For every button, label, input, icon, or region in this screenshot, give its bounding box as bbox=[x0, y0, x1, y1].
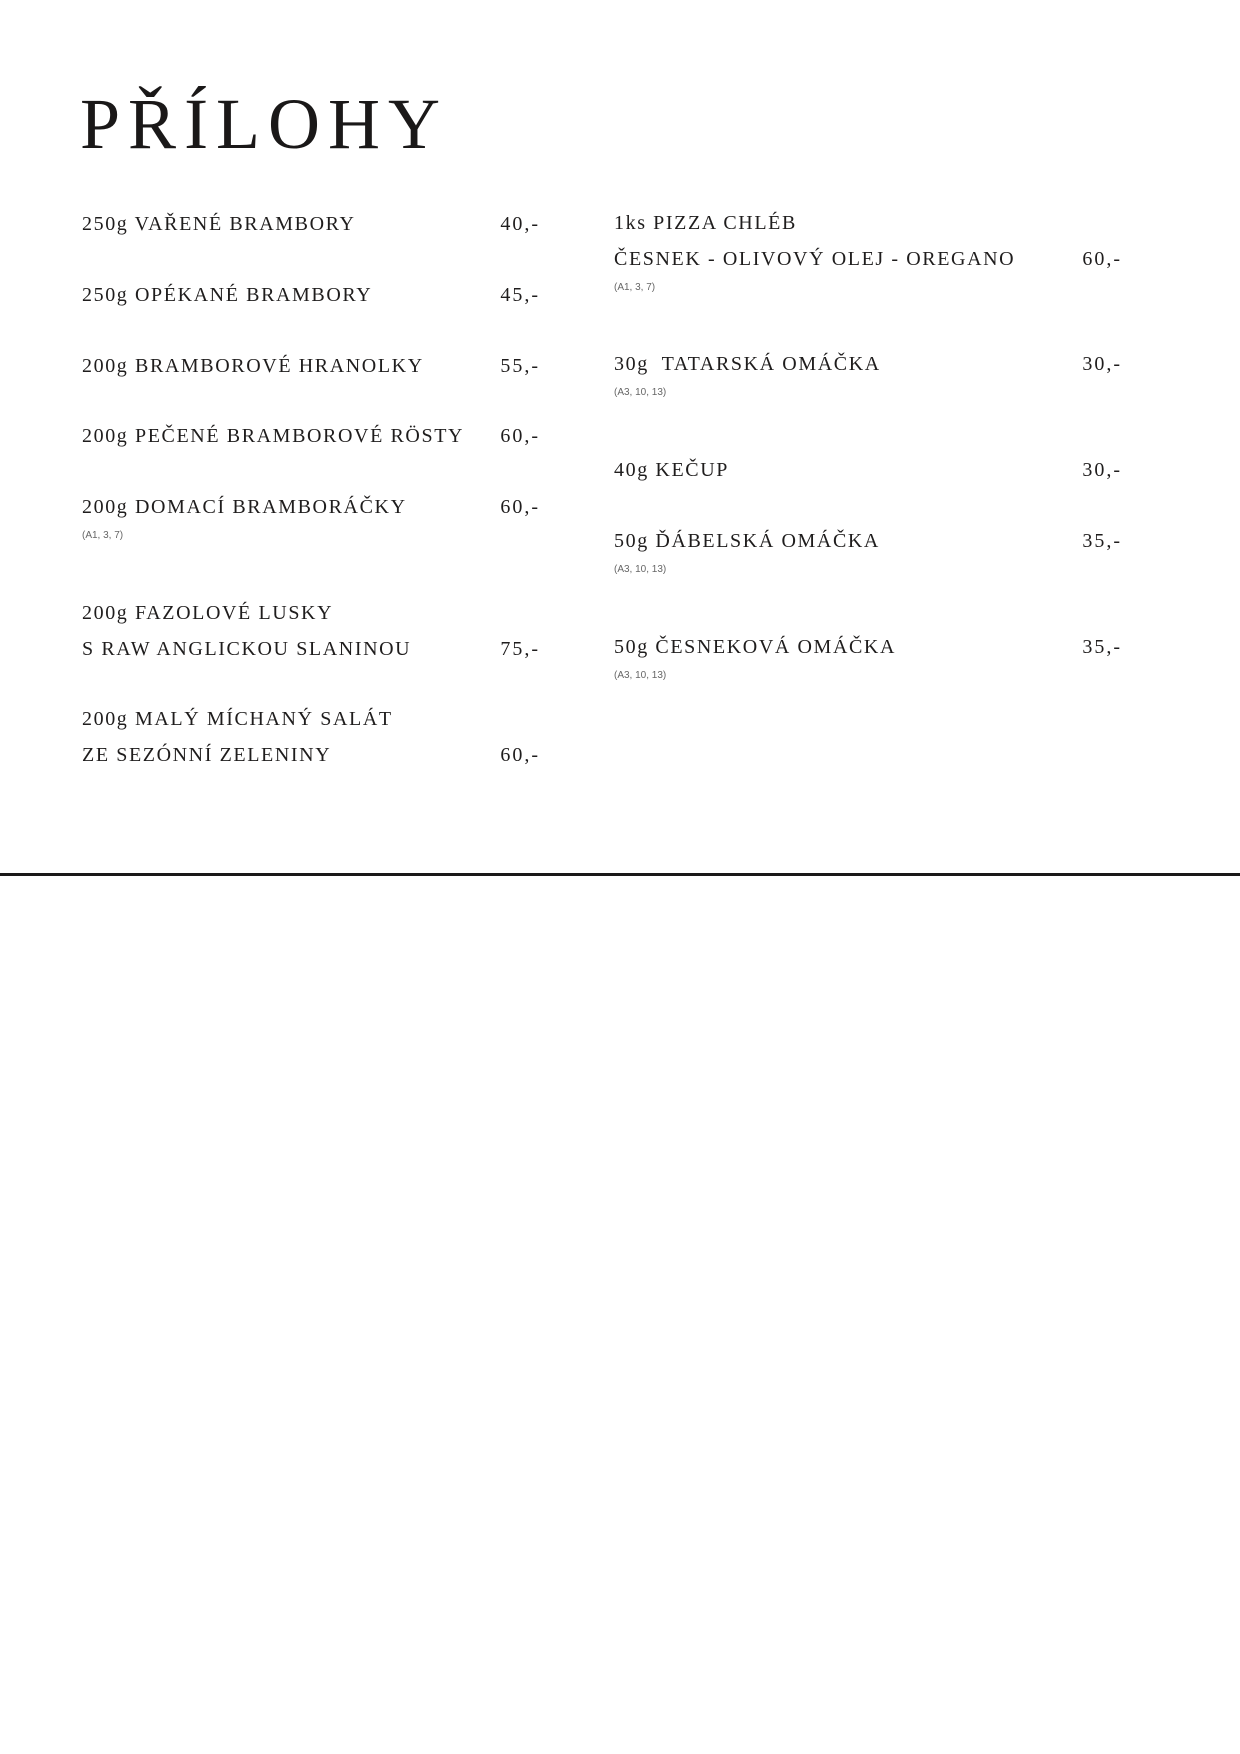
item-name: ZE SEZÓNNÍ ZELENINY bbox=[82, 744, 332, 766]
menu-item bbox=[82, 277, 540, 313]
item-name: 200g PEČENÉ BRAMBOROVÉ RÖSTY bbox=[82, 425, 465, 447]
item-name: 250g VAŘENÉ BRAMBORY bbox=[82, 213, 356, 235]
item-name-line bbox=[82, 701, 540, 737]
item-price: 60,- bbox=[500, 496, 540, 518]
item-name: 200g BRAMBOROVÉ HRANOLKY bbox=[82, 355, 424, 377]
item-name: 1ks PIZZA CHLÉB bbox=[614, 212, 797, 234]
item-name: 40g KEČUP bbox=[614, 459, 729, 481]
item-price: 30,- bbox=[1082, 459, 1122, 481]
item-price: 55,- bbox=[500, 355, 540, 377]
item-name: 50g ČESNEKOVÁ OMÁČKA bbox=[614, 636, 897, 658]
menu-item bbox=[614, 346, 1122, 400]
item-price: 60,- bbox=[500, 425, 540, 447]
item-name-line bbox=[82, 277, 540, 313]
item-name-line bbox=[614, 346, 1122, 382]
menu-item bbox=[614, 523, 1122, 577]
item-price: 75,- bbox=[500, 638, 540, 660]
item-name: 30g TATARSKÁ OMÁČKA bbox=[614, 353, 881, 375]
item-price: 35,- bbox=[1082, 530, 1122, 552]
item-name-line bbox=[614, 241, 1122, 277]
menu-item bbox=[82, 206, 540, 242]
item-name: 200g DOMACÍ BRAMBORÁČKY bbox=[82, 496, 407, 518]
item-price: 30,- bbox=[1082, 353, 1122, 375]
menu-item bbox=[614, 452, 1122, 488]
allergens-note: (A3, 10, 13) bbox=[614, 670, 667, 681]
page-title: PŘÍLOHY bbox=[80, 84, 449, 164]
menu-item bbox=[82, 348, 540, 384]
item-name-line bbox=[82, 595, 540, 631]
item-name: S RAW ANGLICKOU SLANINOU bbox=[82, 638, 412, 660]
item-name: 50g ĎÁBELSKÁ OMÁČKA bbox=[614, 530, 880, 552]
menu-item bbox=[82, 701, 540, 773]
item-name-line bbox=[82, 631, 540, 667]
item-name-line bbox=[614, 452, 1122, 488]
item-price: 45,- bbox=[500, 284, 540, 306]
item-name: ČESNEK - OLIVOVÝ OLEJ - OREGANO bbox=[614, 248, 1016, 270]
item-name-line bbox=[82, 348, 540, 384]
menu-item bbox=[82, 418, 540, 454]
item-price: 40,- bbox=[500, 213, 540, 235]
item-name: 200g FAZOLOVÉ LUSKY bbox=[82, 602, 334, 624]
item-name-line bbox=[614, 629, 1122, 665]
item-name-line bbox=[82, 418, 540, 454]
allergens-note: (A3, 10, 13) bbox=[614, 387, 667, 398]
item-name-line bbox=[82, 206, 540, 242]
menu-item bbox=[82, 595, 540, 667]
item-name-line bbox=[614, 205, 1122, 241]
item-price: 60,- bbox=[1082, 248, 1122, 270]
menu-item bbox=[614, 205, 1122, 295]
menu-item bbox=[614, 629, 1122, 683]
allergens-note: (A1, 3, 7) bbox=[82, 530, 124, 541]
allergens-note: (A3, 10, 13) bbox=[614, 564, 667, 575]
item-name: 250g OPÉKANÉ BRAMBORY bbox=[82, 284, 373, 306]
allergens-note: (A1, 3, 7) bbox=[614, 282, 656, 293]
item-price: 60,- bbox=[500, 744, 540, 766]
section-divider bbox=[0, 873, 1240, 876]
item-name-line bbox=[82, 737, 540, 773]
item-name-line bbox=[82, 489, 540, 525]
item-name-line bbox=[614, 523, 1122, 559]
menu-item bbox=[82, 489, 540, 543]
item-price: 35,- bbox=[1082, 636, 1122, 658]
item-name: 200g MALÝ MÍCHANÝ SALÁT bbox=[82, 708, 393, 730]
